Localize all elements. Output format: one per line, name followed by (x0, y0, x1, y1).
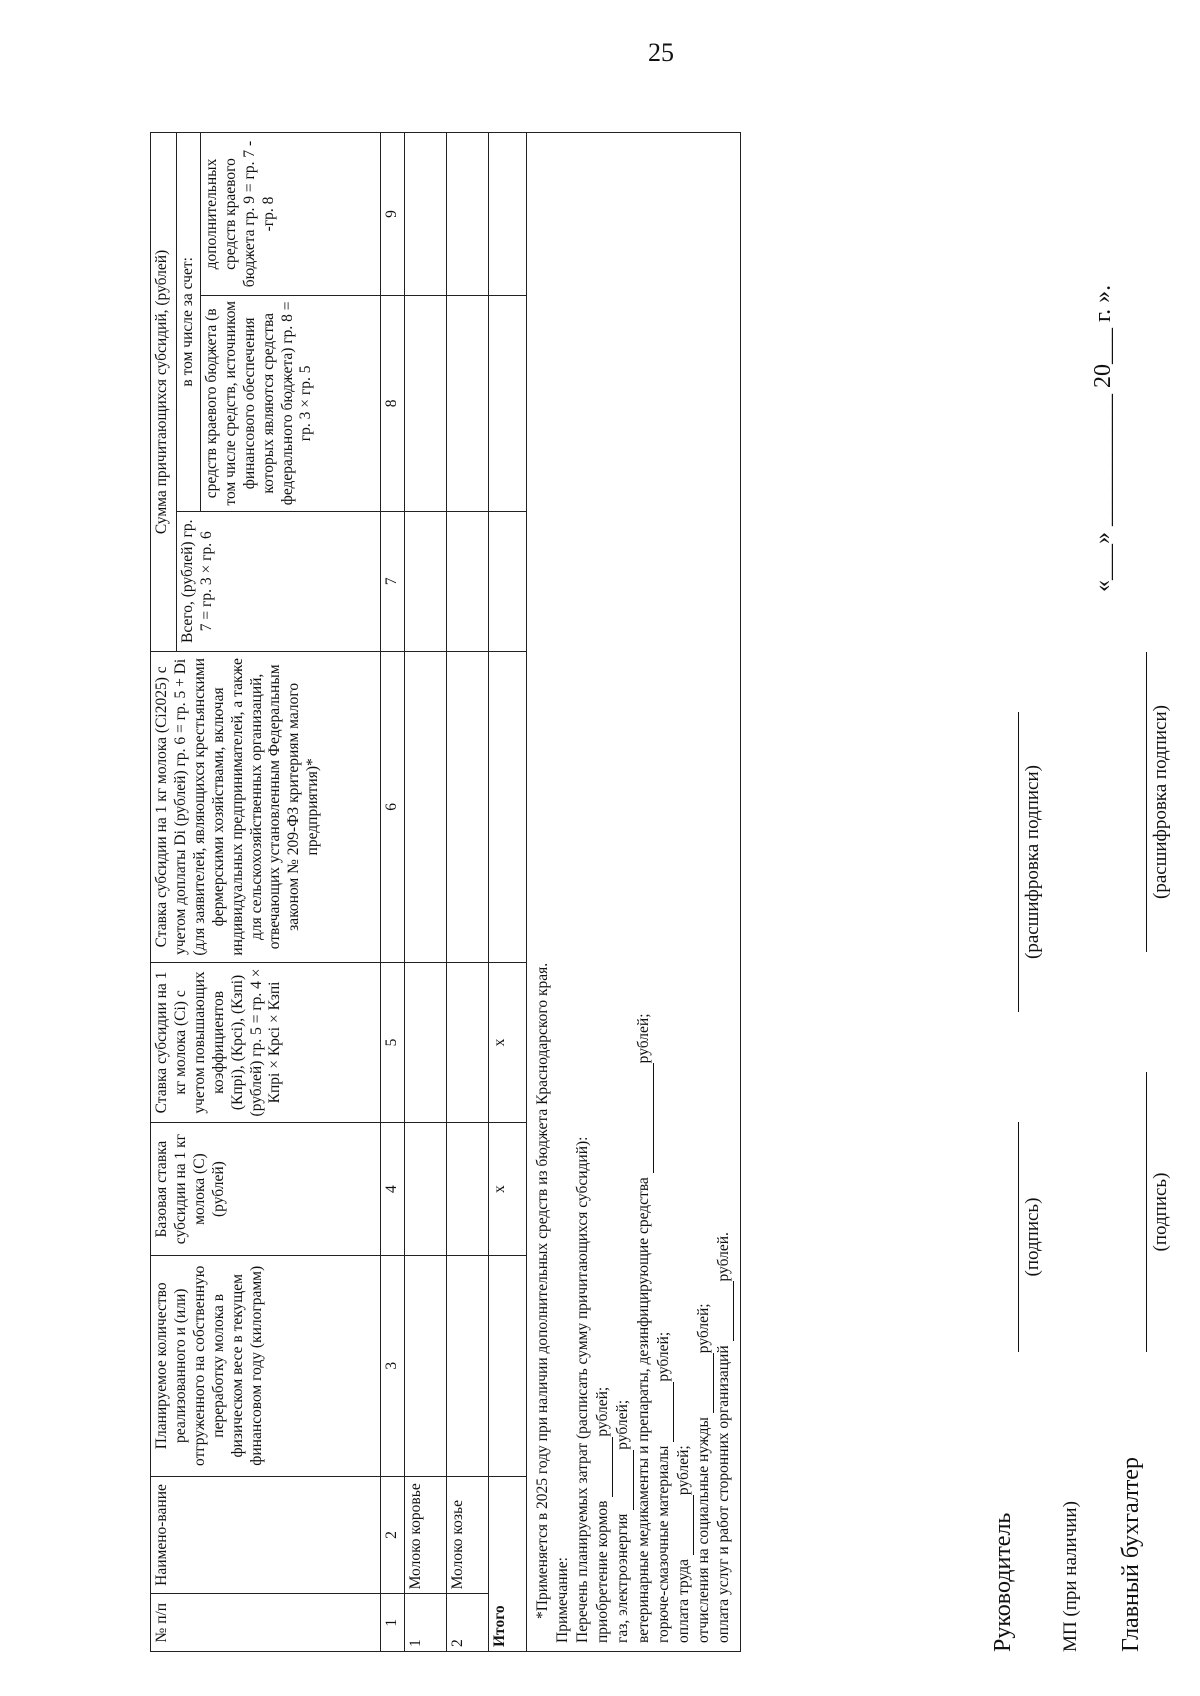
col-number: 4 (380, 1123, 404, 1256)
date-line: «___» ___________ 20___ г. ». (1090, 284, 1116, 592)
header-name: Наимено-вание (151, 1476, 381, 1594)
col-number: 2 (380, 1476, 404, 1594)
cost-item: оплата труда рублей; (674, 141, 694, 1643)
header-total: Всего, (рублей) гр. 7 = гр. 3 × гр. 6 (177, 511, 381, 651)
stamp-label: МП (при наличии) (1060, 1501, 1081, 1652)
col-number: 8 (380, 296, 404, 512)
cost-item: приобретение кормов рублей; (593, 141, 613, 1643)
row-name: Молоко козье (446, 1476, 488, 1594)
total-label: Итого (488, 1476, 526, 1651)
total-rate-ci: x (488, 962, 526, 1122)
accountant-sign-caption: (подпись) (1150, 1172, 1171, 1252)
col-number: 7 (380, 511, 404, 651)
footnote: *Применяется в 2025 году при наличии дополнительных средств из бюджета Краснодарского края. (533, 962, 551, 1619)
header-num: № п/п (151, 1594, 381, 1652)
cost-item: оплата услуг и работ сторонних организаций рублей. (714, 141, 734, 1643)
header-rate-ci: Ставка субсидии на 1 кг молока (Сi) с учетом повышающих коэффициентов (Кпрi), (Крсi), (Кзпi) (рублей) гр. 5 = гр. 4 × Кпрi × Крсi × Кзпi (151, 962, 381, 1122)
cost-item: горюче-смазочные материалы рублей; (654, 141, 674, 1643)
header-sum-group: Сумма причитающихся субсидий, (рублей) (151, 133, 177, 652)
header-planned-qty: Планируемое количество реализованного и (или) отгруженного на собственную переработку молока в физическом весе в текущем финансовом году (килограмм) (151, 1256, 381, 1477)
header-incl: в том числе за счет: (177, 133, 201, 512)
accountant-label: Главный бухгалтер (1118, 1457, 1144, 1652)
row-name: Молоко коровье (404, 1476, 446, 1594)
total-row (488, 133, 526, 1652)
subsidy-table (150, 132, 741, 1652)
row-num: 1 (404, 1594, 446, 1652)
row-num: 2 (446, 1594, 488, 1652)
table-row (446, 133, 488, 1652)
col-number: 6 (380, 651, 404, 962)
notes-intro: Перечень планируемых затрат (расписать сумму причитающихся субсидий): (574, 1136, 592, 1643)
head-sign-line (1018, 1122, 1019, 1352)
head-label: Руководитель (990, 1512, 1016, 1652)
landscape-content (150, 92, 1200, 1652)
header-rate-ci2025: Ставка субсидии на 1 кг молока (Сi2025) с учетом доплаты Di (рублей) гр. 6 = гр. 5 + Di (для заявителей, являющихся крестьянскими фермерскими хозяйствами, включая индивидуальных предпринимателей, а также для сельскохозяйственных организаций, отвечающих установленным Федеральным законом № 209-ФЗ критериям малого предприятия)* (151, 651, 381, 962)
col-number: 1 (380, 1594, 404, 1652)
cost-item: отчисления на социальные нужды рублей; (694, 141, 714, 1643)
col-number: 3 (380, 1256, 404, 1477)
accountant-decode-line (1146, 652, 1147, 952)
accountant-sign-line (1146, 1072, 1147, 1352)
col-number: 9 (380, 133, 404, 296)
head-decode-line (1018, 712, 1019, 1012)
header-additional: дополнительных средств краевого бюджета гр. 9 = гр. 7 - -гр. 8 (200, 133, 380, 296)
cost-item: ветеринарные медикаменты и препараты, дезинфицирующие средства рублей; (634, 141, 654, 1643)
accountant-decode-caption: (расшифровка подписи) (1150, 705, 1171, 899)
total-base-rate: x (488, 1123, 526, 1256)
header-regional: средств краевого бюджета (в том числе средств, источником финансового обеспечения которых являются средства федерального бюджета) гр. 8 = гр. 3 × гр. 5 (200, 296, 380, 512)
notes-title: Примечание: (553, 1557, 571, 1643)
page-number: 25 (648, 38, 674, 67)
table-row (404, 133, 446, 1652)
column-numbers-row (380, 133, 404, 1652)
head-decode-caption: (расшифровка подписи) (1022, 765, 1043, 959)
header-base-rate: Базовая ставка субсидии на 1 кг молока (С) (рублей) (151, 1123, 381, 1256)
notes-block (526, 133, 740, 1652)
cost-item: газ, электроэнергия рублей; (613, 141, 633, 1643)
col-number: 5 (380, 962, 404, 1122)
head-sign-caption: (подпись) (1022, 1197, 1043, 1277)
